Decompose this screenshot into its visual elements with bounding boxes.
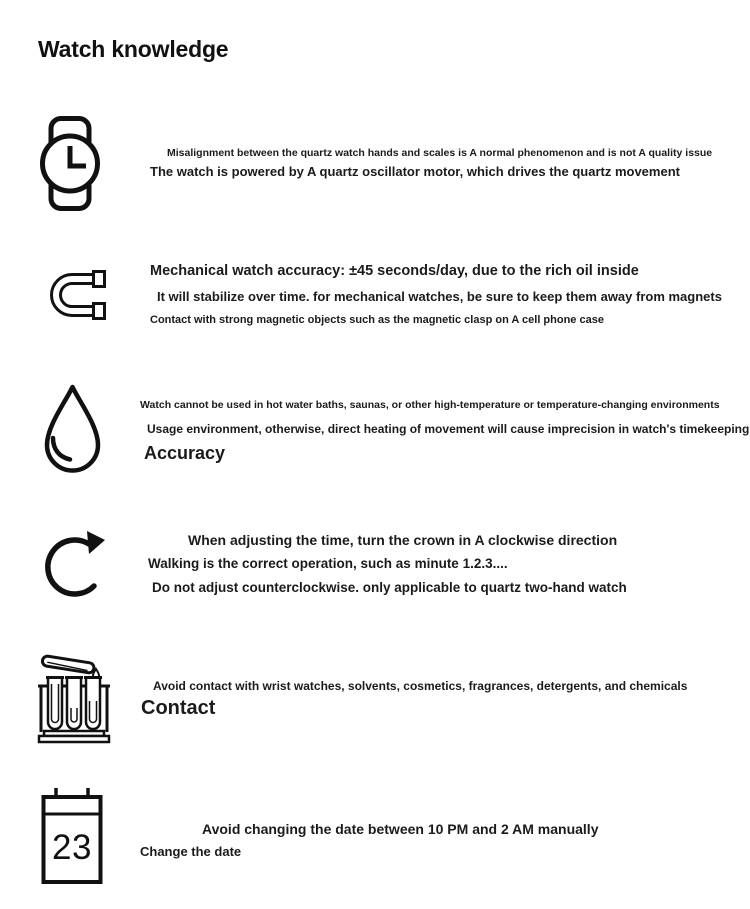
no-counterclockwise-text: Do not adjust counterclockwise. only applicable to quartz two-hand watch bbox=[152, 580, 627, 595]
magnet-icon bbox=[44, 266, 106, 324]
water-drop-icon bbox=[40, 382, 105, 479]
test-tubes-icon bbox=[36, 646, 112, 744]
change-date-text: Change the date bbox=[140, 844, 242, 859]
calendar-day-number: 23 bbox=[52, 828, 92, 867]
avoid-date-change-text: Avoid changing the date between 10 PM and 2 AM manually bbox=[202, 821, 599, 837]
mechanical-accuracy-text: Mechanical watch accuracy: ±45 seconds/day, due to the rich oil inside bbox=[150, 263, 639, 279]
clockwise-arrow-icon bbox=[42, 527, 108, 601]
page-title: Watch knowledge bbox=[38, 36, 229, 62]
quartz-misalignment-note: Misalignment between the quartz watch hands and scales is A normal phenomenon and is not A quality issue bbox=[167, 147, 713, 159]
magnetic-clasp-note: Contact with strong magnetic objects such as the magnetic clasp on A cell phone case bbox=[150, 314, 604, 326]
turn-crown-clockwise-text: When adjusting the time, turn the crown in A clockwise direction bbox=[188, 532, 618, 548]
walking-operation-text: Walking is the correct operation, such as minute 1.2.3.... bbox=[148, 556, 508, 571]
accuracy-heading: Accuracy bbox=[144, 443, 226, 463]
wristwatch-icon bbox=[37, 115, 103, 212]
hot-water-warning-note: Watch cannot be used in hot water baths, saunas, or other high-temperature or temperature-changing environments bbox=[140, 399, 720, 411]
contact-heading: Contact bbox=[141, 697, 216, 719]
avoid-chemicals-text: Avoid contact with wrist watches, solvents, cosmetics, fragrances, detergents, and chemicals bbox=[153, 679, 688, 693]
magnet-warning-text: It will stabilize over time. for mechanical watches, be sure to keep them away from magnets bbox=[157, 289, 722, 304]
quartz-movement-text: The watch is powered by A quartz oscillator motor, which drives the quartz movement bbox=[150, 164, 680, 179]
usage-environment-text: Usage environment, otherwise, direct heating of movement will cause imprecision in watch's timekeeping bbox=[147, 422, 750, 436]
